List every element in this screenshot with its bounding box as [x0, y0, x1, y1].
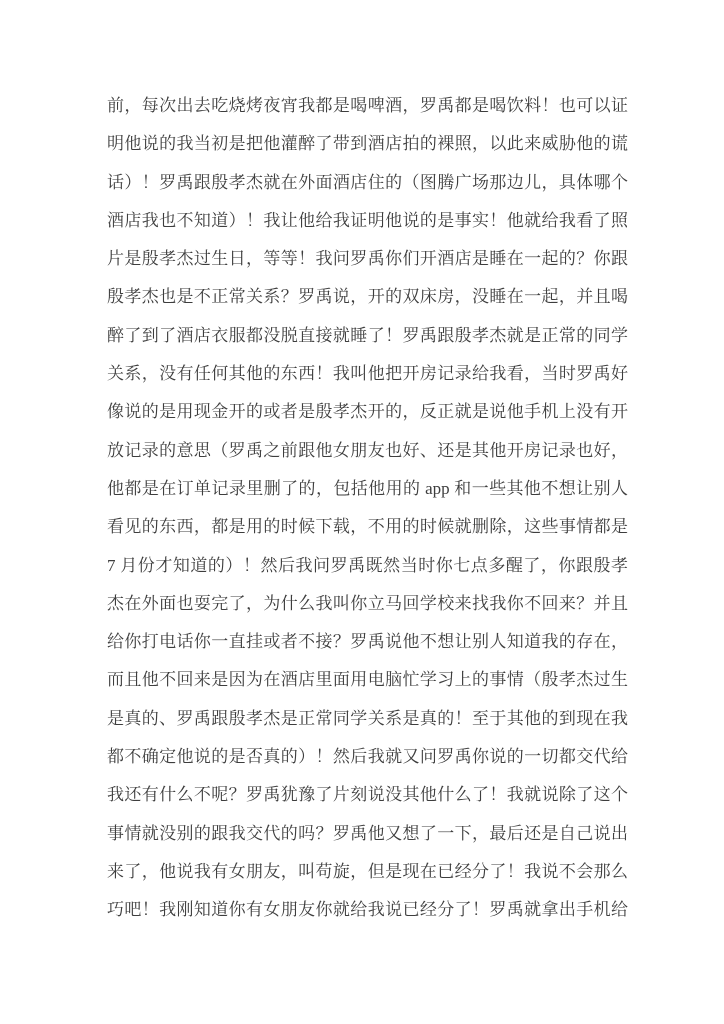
text-line: 巧吧！我刚知道你有女朋友你就给我说已经分了！罗禹就拿出手机给 — [107, 900, 628, 920]
text-line: 像说的是用现金开的或者是殷孝杰开的，反正就是说他手机上没有开 — [107, 402, 628, 422]
text-line: 7 月份才知道的）！然后我问罗禹既然当时你七点多醒了，你跟殷孝 — [107, 555, 628, 575]
text-line: 看见的东西，都是用的时候下载，不用的时候就删除，这些事情都是 — [107, 517, 628, 537]
text-line: 我还有什么不呢？罗禹犹豫了片刻说没其他什么了！我就说除了这个 — [107, 785, 628, 805]
text-line: 而且他不回来是因为在酒店里面用电脑忙学习上的事情（殷孝杰过生 — [107, 670, 628, 690]
text-line: 片是殷孝杰过生日，等等！我问罗禹你们开酒店是睡在一起的？你跟 — [107, 249, 628, 269]
text-line: 话）！罗禹跟殷孝杰就在外面酒店住的（图腾广场那边儿，具体哪个 — [107, 172, 628, 192]
text-line: 关系，没有任何其他的东西！我叫他把开房记录给我看，当时罗禹好 — [107, 364, 628, 384]
text-line: 事情就没别的跟我交代的吗？罗禹他又想了一下，最后还是自己说出 — [107, 823, 628, 843]
text-line: 殷孝杰也是不正常关系？罗禹说，开的双床房，没睡在一起，并且喝 — [107, 287, 628, 307]
text-line: 醉了到了酒店衣服都没脱直接就睡了！罗禹跟殷孝杰就是正常的同学 — [107, 325, 628, 345]
text-line: 放记录的意思（罗禹之前跟他女朋友也好、还是其他开房记录也好， — [107, 440, 628, 460]
text-line: 前，每次出去吃烧烤夜宵我都是喝啤酒，罗禹都是喝饮料！也可以证 — [107, 96, 628, 115]
text-line: 明他说的我当初是把他灌醉了带到酒店拍的裸照，以此来威胁他的谎 — [107, 134, 628, 154]
text-line: 他都是在订单记录里删了的，包括他用的 app 和一些其他不想让别人 — [107, 478, 628, 498]
text-line: 来了，他说我有女朋友，叫苟旋，但是现在已经分了！我说不会那么 — [107, 861, 628, 881]
document-text — [107, 87, 628, 930]
text-line: 给你打电话你一直挂或者不接？罗禹说他不想让别人知道我的存在， — [107, 632, 628, 652]
text-line: 是真的、罗禹跟殷孝杰是正常同学关系是真的！至于其他的到现在我 — [107, 708, 628, 728]
text-line: 杰在外面也耍完了，为什么我叫你立马回学校来找我你不回来？并且 — [107, 593, 628, 613]
text-line: 都不确定他说的是否真的）！然后我就又问罗禹你说的一切都交代给 — [107, 747, 628, 767]
text-line: 酒店我也不知道）！我让他给我证明他说的是事实！他就给我看了照 — [107, 210, 628, 230]
